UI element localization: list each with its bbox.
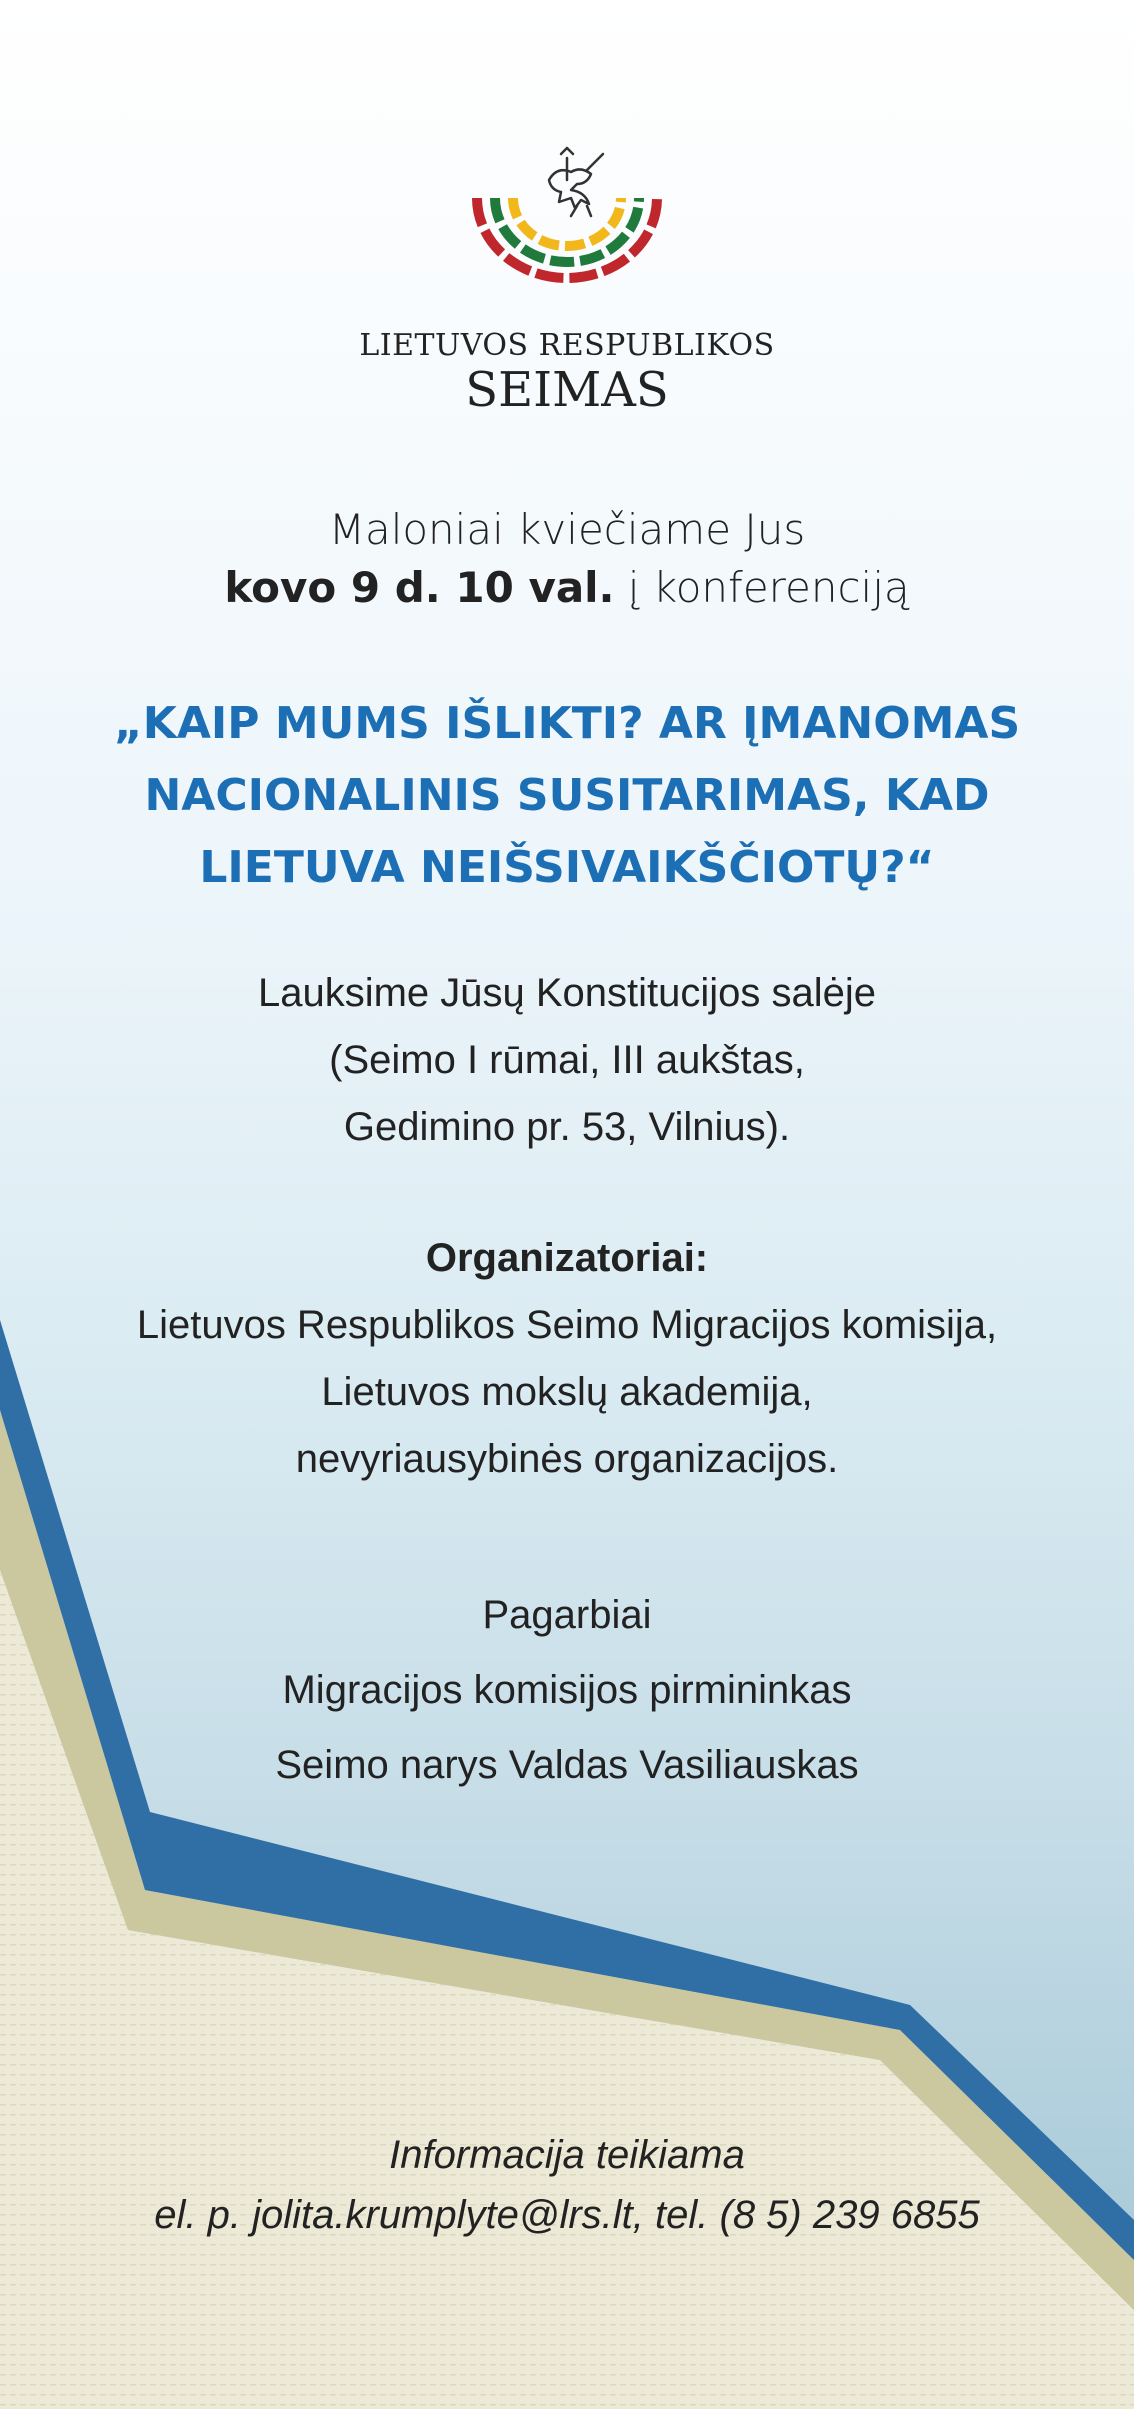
title-line-2: NACIONALINIS SUSITARIMAS, KAD [144,770,990,821]
title-line-3: LIETUVA NEIŠSIVAIKŠČIOTŲ?“ [199,842,935,893]
regards-block [0,1578,1134,1803]
organization-name: LIETUVOS RESPUBLIKOS [359,328,775,363]
event-date-time: kovo 9 d. 10 val. [224,563,615,612]
contact-info [0,2125,1134,2245]
seimas-emblem-icon [437,140,697,320]
venue-line-1: Lauksime Jūsų Konstitucijos salėje [257,971,877,1015]
organization-title: SEIMAS [465,362,669,418]
venue-block [0,960,1134,1161]
regards-line-3: Seimo narys Valdas Vasiliauskas [275,1743,859,1787]
invitation-line: Maloniai kviečiame Jus [328,505,806,554]
organizer-item: Lietuvos mokslų akademija, [321,1370,813,1414]
organizers-block [0,1225,1134,1493]
organizer-item: Lietuvos Respublikos Seimo Migracijos komisija, [136,1303,998,1347]
regards-line-1: Pagarbiai [482,1593,652,1637]
conference-title [100,688,1034,904]
venue-line-2: (Seimo I rūmai, III aukštas, [329,1038,805,1082]
invitation-date-line [0,563,1134,612]
contact-line-2: el. p. jolita.krumplyte@lrs.lt, tel. (8 5) 239 6855 [154,2193,980,2237]
invitation-suffix: į konferenciją [614,563,910,612]
organizer-item: nevyriausybinės organizacijos. [295,1437,839,1481]
organizers-heading: Organizatoriai: [425,1236,709,1280]
title-line-1: „KAIP MUMS IŠLIKTI? AR ĮMANOMAS [113,698,1021,749]
venue-line-3: Gedimino pr. 53, Vilnius). [343,1105,791,1149]
regards-line-2: Migracijos komisijos pirmininkas [282,1668,852,1712]
contact-line-1: Informacija teikiama [389,2133,745,2177]
